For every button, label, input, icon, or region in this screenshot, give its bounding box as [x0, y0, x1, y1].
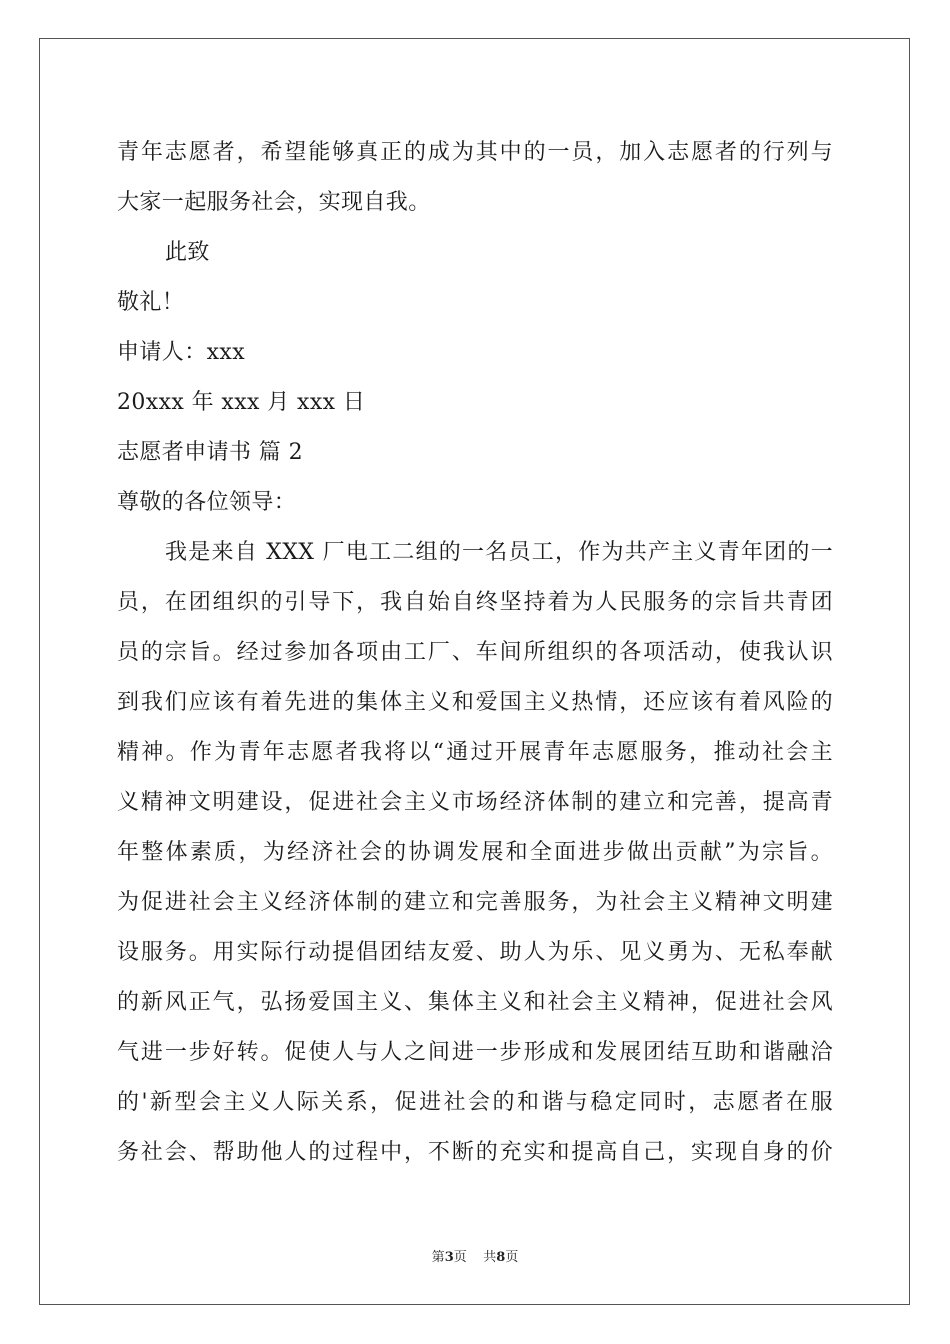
paragraph-line-21: 务社会、帮助他人的过程中，不断的充实和提高自己，实现自身的价 — [117, 1140, 833, 1165]
paragraph-line-13: 精神。作为青年志愿者我将以“通过开展青年志愿服务，推动社会主 — [117, 740, 833, 765]
total-page-number: 8 — [496, 1250, 506, 1265]
page-number-footer — [0, 1246, 950, 1265]
paragraph-line-9: 我是来自 XXX 厂电工二组的一名员工，作为共产主义青年团的一 — [165, 540, 833, 565]
paragraph-line-10: 员，在团组织的引导下，我自始自终坚持着为人民服务的宗旨共青团 — [117, 590, 833, 615]
section-title: 志愿者申请书 篇 2 — [117, 440, 303, 465]
paragraph-line-15: 年整体素质，为经济社会的协调发展和全面进步做出贡献”为宗旨。 — [117, 840, 833, 865]
paragraph-line-1: 青年志愿者，希望能够真正的成为其中的一员，加入志愿者的行列与 — [117, 140, 833, 165]
applicant-signature: 申请人：xxx — [117, 340, 246, 365]
closing-salutation: 此致 — [165, 240, 210, 265]
greeting: 尊敬的各位领导： — [117, 490, 297, 515]
closing-regards: 敬礼！ — [117, 290, 185, 315]
page-suffix: 页 — [505, 1250, 519, 1265]
document-body — [117, 128, 833, 1178]
page-prefix: 第 — [431, 1250, 445, 1265]
page-mid: 页 共 — [453, 1250, 497, 1265]
paragraph-line-12: 到我们应该有着先进的集体主义和爱国主义热情，还应该有着风险的 — [117, 690, 833, 715]
paragraph-line-14: 义精神文明建设，促进社会主义市场经济体制的建立和完善，提高青 — [117, 790, 833, 815]
paragraph-line-16: 为促进社会主义经济体制的建立和完善服务，为社会主义精神文明建 — [117, 890, 833, 915]
paragraph-line-20: 的'新型会主义人际关系，促进社会的和谐与稳定同时，志愿者在服 — [117, 1090, 833, 1115]
paragraph-line-19: 气进一步好转。促使人与人之间进一步形成和发展团结互助和谐融洽 — [117, 1040, 833, 1065]
paragraph-line-11: 员的宗旨。经过参加各项由工厂、车间所组织的各项活动，使我认识 — [117, 640, 833, 665]
paragraph-line-18: 的新风正气，弘扬爱国主义、集体主义和社会主义精神，促进社会风 — [117, 990, 833, 1015]
date-line: 20xxx 年 xxx 月 xxx 日 — [117, 390, 366, 415]
paragraph-line-17: 设服务。用实际行动提倡团结友爱、助人为乐、见义勇为、无私奉献 — [117, 940, 833, 965]
current-page-number: 3 — [444, 1250, 454, 1265]
paragraph-line-2: 大家一起服务社会，实现自我。 — [117, 190, 431, 215]
